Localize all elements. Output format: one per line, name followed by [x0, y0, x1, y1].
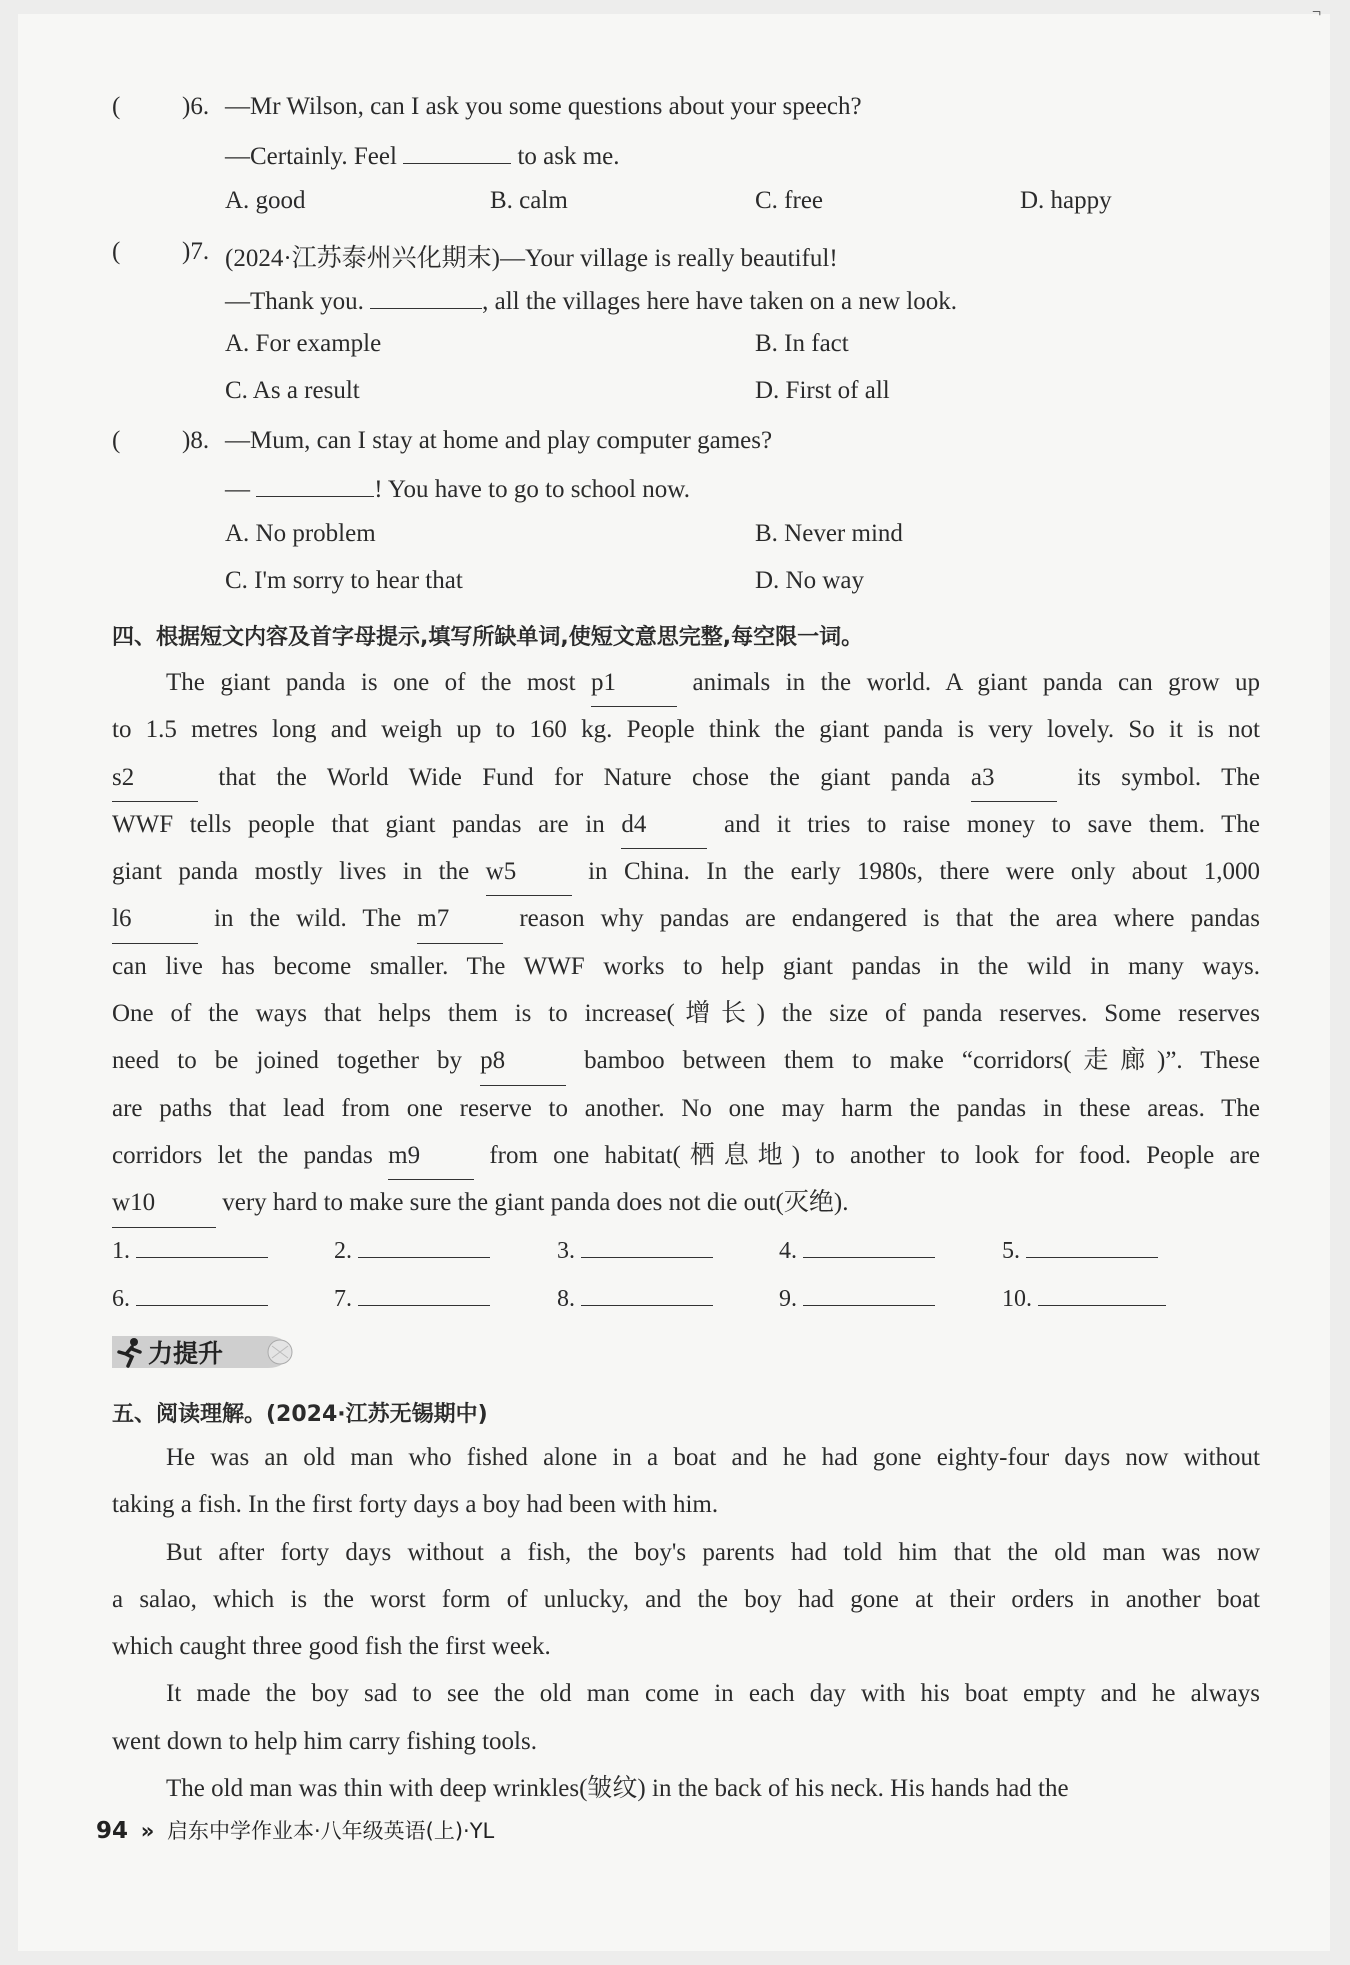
passage-text: One of the ways that helps them is to increase(增长) the size of panda reserves. Some reserves [112, 1000, 1260, 1028]
answer-blank-2[interactable] [334, 1237, 490, 1265]
answer-blank-1[interactable] [112, 1237, 268, 1265]
passage-text: The giant panda is one of the most [166, 669, 592, 696]
answer-label: 5. [1002, 1238, 1020, 1264]
passage-text: taking a fish. In the first forty days a boy had been with him. [112, 1491, 719, 1519]
blank-initial: p [480, 1047, 493, 1075]
question-paren[interactable]: ( [112, 238, 121, 265]
passage-line [112, 754, 1260, 801]
passage-line [112, 943, 1260, 990]
footer-title: 启东中学作业本·八年级英语(上)·YL [166, 1819, 495, 1843]
answer-label: 3. [557, 1238, 575, 1264]
option-b: B. calm [490, 187, 568, 214]
section5-title: 五、阅读理解。(2024·江苏无锡期中) [112, 1402, 488, 1427]
blank-number: 3 [981, 763, 995, 791]
option-c: C. free [755, 187, 824, 214]
passage-text: animals in the world. A giant panda can grow up [677, 669, 1261, 696]
response-after: to ask me. [511, 143, 620, 170]
cloze-blank-7 [417, 895, 503, 943]
option-d: D. happy [1020, 187, 1112, 214]
passage-text: to 1.5 metres long and weigh up to 160 kg. People think the giant panda is very lovely. So it is not [112, 716, 1260, 744]
blank-number: 7 [436, 905, 450, 933]
passage-line [112, 895, 1260, 942]
answer-blank-4[interactable] [779, 1237, 935, 1265]
blank-number: 10 [130, 1189, 156, 1217]
response-blank [403, 141, 511, 164]
blank-number: 8 [492, 1047, 506, 1075]
answer-label: 10. [1002, 1286, 1032, 1312]
option-a: A. For example [225, 330, 382, 357]
answer-blank-8[interactable] [557, 1285, 713, 1313]
passage-text: It made the boy sad to see the old man come in each day with his boat empty and he always [166, 1680, 1260, 1708]
answer-label: 4. [779, 1238, 797, 1264]
response-after: ! You have to go to school now. [374, 476, 690, 503]
answer-blank-7[interactable] [334, 1285, 490, 1313]
section4-title: 四、根据短文内容及首字母提示,填写所缺单词,使短文意思完整,每空限一词。 [112, 625, 864, 650]
footer-arrows: » [140, 1819, 155, 1843]
question-response [225, 141, 620, 171]
question-paren[interactable]: ( [112, 427, 121, 454]
passage-line [112, 1576, 1260, 1623]
passage-line [112, 706, 1260, 753]
answer-line[interactable] [1038, 1285, 1166, 1306]
question-number: )6. [182, 93, 210, 120]
answer-blank-6[interactable] [112, 1285, 268, 1313]
answer-line[interactable] [358, 1285, 490, 1306]
response-after: , all the villages here have taken on a new look. [482, 288, 957, 315]
cloze-blank-10 [112, 1179, 216, 1227]
passage-line [112, 1718, 1260, 1765]
answer-label: 7. [334, 1286, 352, 1312]
passage-line [112, 1434, 1260, 1481]
passage-line [112, 990, 1260, 1037]
question-number: )7. [182, 238, 210, 265]
blank-initial: p [591, 669, 604, 696]
passage-line [112, 1132, 1260, 1179]
cloze-blank-5 [486, 848, 572, 896]
option-d: D. First of all [755, 377, 890, 404]
option-b: B. Never mind [755, 520, 903, 547]
passage-line [112, 1623, 1260, 1670]
cloze-blank-8 [480, 1037, 566, 1085]
response-before: — [225, 476, 257, 503]
answer-label: 8. [557, 1286, 575, 1312]
option-a: A. good [225, 187, 306, 214]
cloze-blank-1 [591, 659, 677, 707]
passage-line [112, 659, 1260, 706]
blank-number: 2 [121, 763, 135, 791]
passage-text: went down to help him carry fishing tools. [112, 1727, 537, 1755]
blank-initial: m [388, 1141, 408, 1169]
question-response [225, 474, 690, 504]
cloze-passage [112, 659, 1260, 1227]
option-c: C. As a result [225, 377, 360, 404]
blank-initial: a [970, 763, 982, 791]
answer-line[interactable] [136, 1237, 268, 1258]
banner-title: 力提升 [148, 1339, 224, 1368]
passage-text: are paths that lead from one reserve to another. No one may harm the pandas in these areas. The [112, 1094, 1260, 1122]
passage-text: in the wild. The [198, 905, 418, 933]
answer-line[interactable] [1026, 1237, 1158, 1258]
answer-line[interactable] [803, 1237, 935, 1258]
page-footer [96, 1815, 494, 1845]
blank-initial: w [112, 1189, 131, 1217]
question-stem: —Mum, can I stay at home and play computer games? [225, 427, 773, 454]
answer-blank-9[interactable] [779, 1285, 935, 1313]
cloze-blank-3 [971, 754, 1057, 802]
passage-text: giant panda mostly lives in the [112, 858, 486, 886]
blank-number: 5 [503, 858, 517, 886]
blank-initial: d [621, 810, 634, 838]
response-before: —Certainly. Feel [225, 143, 404, 170]
answer-blank-5[interactable] [1002, 1237, 1158, 1265]
passage-text: WWF tells people that giant pandas are in [112, 810, 622, 838]
cloze-blank-9 [388, 1132, 474, 1180]
response-blank [370, 286, 482, 309]
passage-line [112, 1037, 1260, 1084]
blank-initial: m [417, 905, 437, 933]
answer-line[interactable] [803, 1285, 935, 1306]
passage-text: can live has become smaller. The WWF works to help giant pandas in the wild in many ways. [112, 952, 1260, 980]
passage-text: reason why pandas are endangered is that the area where pandas [503, 905, 1260, 933]
option-b: B. In fact [755, 330, 849, 357]
answer-line[interactable] [581, 1237, 713, 1258]
answer-label: 2. [334, 1238, 352, 1264]
passage-line [112, 848, 1260, 895]
cloze-blank-4 [621, 801, 707, 849]
passage-text: in China. In the early 1980s, there were only about 1,000 [571, 858, 1261, 886]
passage-text: which caught three good fish the first week. [112, 1633, 551, 1661]
blank-initial: l [112, 905, 119, 933]
reading-passage [112, 1434, 1260, 1812]
passage-text: He was an old man who fished alone in a boat and he had gone eighty-four days now without [166, 1444, 1260, 1471]
passage-text: a salao, which is the worst form of unlucky, and the boy had gone at their orders in another boat [112, 1585, 1260, 1613]
passage-text: The old man was thin with deep wrinkles(皱纹) in the back of his neck. His hands had the [166, 1775, 1069, 1803]
answer-line[interactable] [358, 1237, 490, 1258]
passage-text: corridors let the pandas [112, 1141, 389, 1169]
answer-label: 9. [779, 1286, 797, 1312]
cloze-blank-2 [112, 754, 198, 802]
passage-line [112, 1481, 1260, 1528]
passage-text: its symbol. The [1056, 763, 1260, 791]
answer-line[interactable] [136, 1285, 268, 1306]
corner-mark: ¬ [1312, 4, 1322, 21]
blank-initial: s [112, 763, 122, 791]
question-stem: —Mr Wilson, can I ask you some questions about your speech? [225, 93, 862, 120]
passage-line [112, 1179, 1260, 1226]
answer-label: 6. [112, 1286, 130, 1312]
option-c: C. I'm sorry to hear that [225, 567, 463, 594]
ability-banner [108, 1330, 308, 1374]
cloze-blank-6 [112, 895, 198, 943]
passage-line [112, 1765, 1260, 1812]
blank-number: 4 [633, 810, 647, 838]
passage-text: very hard to make sure the giant panda does not die out(灭绝). [216, 1189, 849, 1217]
passage-text: and it tries to raise money to save them. The [707, 810, 1260, 838]
answer-blank-3[interactable] [557, 1237, 713, 1265]
response-before: —Thank you. [225, 288, 371, 315]
question-number: )8. [182, 427, 210, 454]
answer-line[interactable] [581, 1285, 713, 1306]
question-stem: (2024·江苏泰州兴化期末)—Your village is really beautiful! [225, 245, 838, 272]
runner-icon [114, 1336, 146, 1368]
blank-number: 6 [118, 905, 132, 933]
passage-text: bamboo between them to make “corridors(走廊)”. These [566, 1047, 1260, 1075]
option-d: D. No way [755, 567, 865, 594]
response-blank [256, 474, 374, 497]
question-paren[interactable]: ( [112, 93, 121, 120]
passage-text: But after forty days without a fish, the boy's parents had told him that the old man was now [166, 1538, 1260, 1566]
passage-text: that the World Wide Fund for Nature chose the giant panda [198, 763, 971, 791]
answer-blank-10[interactable] [1002, 1285, 1166, 1313]
passage-line [112, 1085, 1260, 1132]
question-response [225, 286, 957, 316]
answer-label: 1. [112, 1238, 130, 1264]
passage-text: need to be joined together by [112, 1047, 481, 1075]
blank-number: 1 [603, 669, 617, 696]
passage-line [112, 1670, 1260, 1717]
passage-line [112, 801, 1260, 848]
page-number: 94 [96, 1818, 129, 1844]
passage-text: from one habitat(栖息地) to another to look for food. People are [474, 1141, 1260, 1169]
blank-number: 9 [407, 1141, 421, 1169]
passage-line [112, 1529, 1260, 1576]
option-a: A. No problem [225, 520, 376, 547]
blank-initial: w [485, 858, 504, 886]
